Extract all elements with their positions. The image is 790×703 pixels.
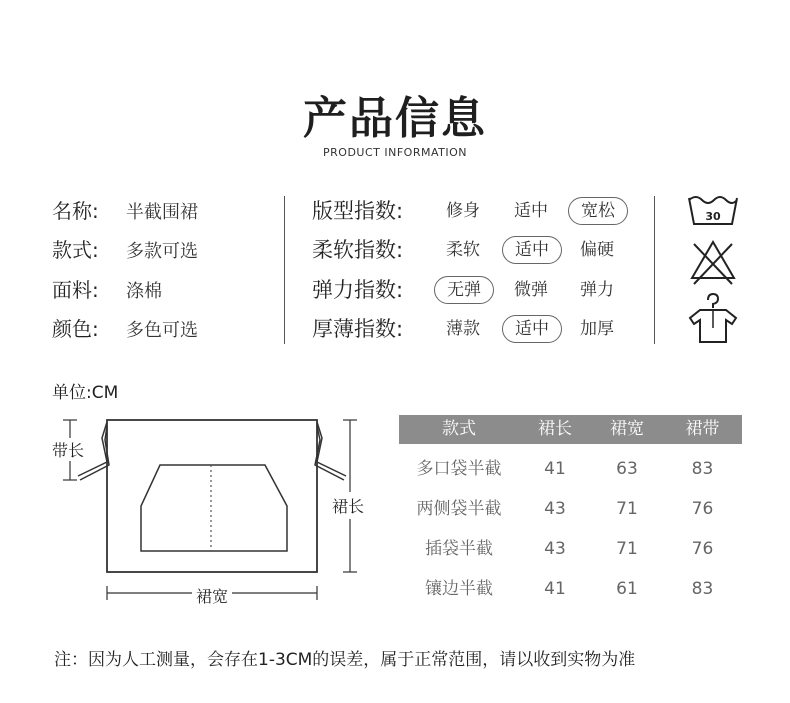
attr-row-name <box>52 196 198 226</box>
attr-value: 多色可选 <box>126 320 198 341</box>
index-label: 版型指数: <box>312 199 404 223</box>
table-cell: 41 <box>544 579 566 599</box>
table-row <box>399 489 742 529</box>
table-cell: 41 <box>544 459 566 479</box>
table-cell: 76 <box>691 539 714 559</box>
index-option: 适中 <box>514 201 548 221</box>
column-header: 裙宽 <box>610 419 644 439</box>
index-option: 修身 <box>446 201 480 221</box>
table-cell: 71 <box>616 499 638 519</box>
table-cell: 71 <box>616 539 638 559</box>
index-option: 微弹 <box>514 280 548 300</box>
table-cell: 43 <box>544 499 566 519</box>
table-header <box>399 415 742 444</box>
attr-value: 半截围裙 <box>126 202 198 223</box>
unit-label: 单位:CM <box>52 383 119 403</box>
svg-text:30: 30 <box>705 210 721 223</box>
index-option-selected: 无弹 <box>434 276 494 304</box>
column-header: 款式 <box>442 419 476 439</box>
table-cell: 61 <box>616 579 638 599</box>
length-label: 裙长 <box>332 492 364 519</box>
divider <box>654 196 655 344</box>
wash-30-icon <box>689 197 737 224</box>
attr-row-color <box>52 314 198 344</box>
table-row <box>399 569 742 609</box>
index-label: 柔软指数: <box>312 238 404 262</box>
index-label: 弹力指数: <box>312 278 404 302</box>
table-row <box>399 529 742 569</box>
width-label: 裙宽 <box>192 584 232 607</box>
index-option-selected: 适中 <box>502 236 562 264</box>
divider <box>284 196 285 344</box>
index-option-selected: 适中 <box>502 315 562 343</box>
table-cell: 63 <box>616 459 638 479</box>
strap-length-label: 带长 <box>52 438 84 461</box>
index-option: 薄款 <box>446 319 480 339</box>
table-cell: 插袋半截 <box>425 539 493 559</box>
care-icons <box>686 192 740 352</box>
table-cell: 43 <box>544 539 566 559</box>
attr-value: 涤棉 <box>126 281 162 302</box>
table-cell: 83 <box>691 459 714 479</box>
size-table <box>399 415 742 609</box>
index-label: 厚薄指数: <box>312 317 404 341</box>
index-option: 弹力 <box>580 280 614 300</box>
no-bleach-icon <box>692 242 734 284</box>
table-row <box>399 449 742 489</box>
table-cell: 83 <box>691 579 714 599</box>
index-option: 加厚 <box>580 319 614 339</box>
attr-label: 颜色: <box>52 317 99 341</box>
table-cell: 两侧袋半截 <box>416 499 502 519</box>
measurement-note: 注：因为人工测量，会存在1-3CM的误差，属于正常范围，请以收到实物为准 <box>54 650 636 670</box>
index-option: 偏硬 <box>580 240 614 260</box>
page-title: 产品信息 <box>303 93 487 144</box>
attr-label: 名称: <box>52 199 99 223</box>
hang-dry-icon <box>690 294 736 342</box>
table-cell: 76 <box>691 499 714 519</box>
index-option: 柔软 <box>446 240 480 260</box>
page-subtitle: PRODUCT INFORMATION <box>323 146 467 159</box>
attr-label: 款式: <box>52 238 99 262</box>
column-header: 裙带 <box>685 419 720 439</box>
index-option-selected: 宽松 <box>568 197 628 225</box>
attr-row-fabric <box>52 275 162 305</box>
table-cell: 镶边半截 <box>425 579 493 599</box>
attr-value: 多款可选 <box>126 241 198 262</box>
attr-row-style <box>52 235 198 265</box>
column-header: 裙长 <box>538 419 572 439</box>
attr-label: 面料: <box>52 278 99 302</box>
table-cell: 多口袋半截 <box>416 459 502 479</box>
